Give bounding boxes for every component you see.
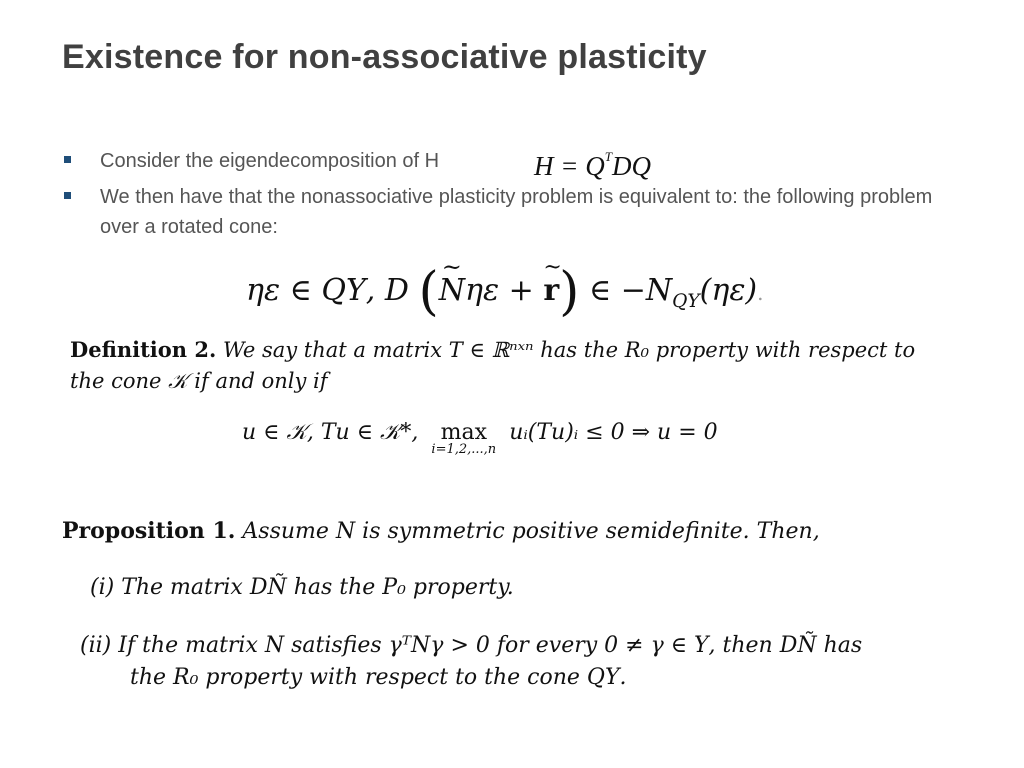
- eq1-n-tilde: ~ N: [439, 273, 465, 308]
- eq1-rhs: ∈ −: [588, 273, 646, 308]
- definition-block: [70, 334, 950, 397]
- eigendecomposition-formula: [534, 142, 651, 181]
- proposition-item-i: [90, 572, 514, 604]
- eq1-normal-cone: N: [645, 273, 673, 308]
- proposition-label: Proposition 1.: [62, 518, 236, 544]
- proposition-block: [62, 518, 962, 544]
- bullet-text: Consider the eigendecomposition of H: [100, 150, 440, 172]
- proposition-item-ii: [80, 630, 960, 694]
- item2-line1: If the matrix N satisfies γᵀNγ > 0 for every 0 ≠ γ ∈ Υ, then DÑ has: [118, 633, 863, 658]
- item1-label: (i): [90, 575, 115, 600]
- bullet-item-equivalence: [62, 182, 962, 242]
- eq1-lhs: ηε ∈ QΥ,: [246, 273, 376, 308]
- eq1-d: D: [384, 273, 409, 308]
- max-subscript: i=1,2,...,n: [431, 442, 497, 457]
- definition-label: Definition 2.: [70, 337, 217, 362]
- proposition-text: Assume N is symmetric positive semidefinite. Then,: [242, 519, 820, 544]
- square-bullet-icon: [64, 156, 71, 163]
- item1-text: The matrix DÑ has the P₀ property.: [121, 575, 514, 600]
- slide-title: Existence for non-associative plasticity: [62, 38, 707, 76]
- right-paren: ): [559, 262, 580, 322]
- formula-head: H = Q: [534, 151, 605, 181]
- definition-text: We say that a matrix T ∈ ℝⁿˣⁿ has the R₀ property with respect to the cone 𝒦 if and only if: [70, 338, 916, 393]
- left-paren: (: [418, 262, 439, 322]
- max-label: max: [440, 420, 487, 445]
- item2-label: (ii): [80, 633, 112, 658]
- eq1-trail: .: [757, 281, 764, 305]
- bullet-item-eigendecomposition: [62, 146, 962, 181]
- eq1-r-tilde: ~ r: [543, 273, 559, 308]
- item2-line2: the R₀ property with respect to the cone QΥ.: [130, 665, 627, 690]
- formula-sup: T: [604, 149, 612, 164]
- bullet-text: We then have that the nonassociative plasticity problem is equivalent to: the following problem over a rotated cone:: [100, 186, 933, 238]
- def-eq-right: uᵢ(Tu)ᵢ ≤ 0 ⇒ u = 0: [509, 420, 718, 445]
- eq1-eta: ηε: [465, 273, 500, 308]
- rotated-cone-equation: [246, 262, 763, 322]
- max-operator: [431, 420, 496, 457]
- definition-equation: [242, 420, 718, 457]
- eq1-normal-cone-sub: QΥ: [672, 291, 700, 312]
- square-bullet-icon: [64, 192, 71, 199]
- bullet-list: [62, 146, 962, 248]
- eq1-arg: (ηε): [699, 273, 758, 308]
- def-eq-left: u ∈ 𝒦, Tu ∈ 𝒦*,: [242, 420, 419, 445]
- formula-tail: DQ: [611, 151, 651, 181]
- eq1-plus: +: [508, 273, 534, 308]
